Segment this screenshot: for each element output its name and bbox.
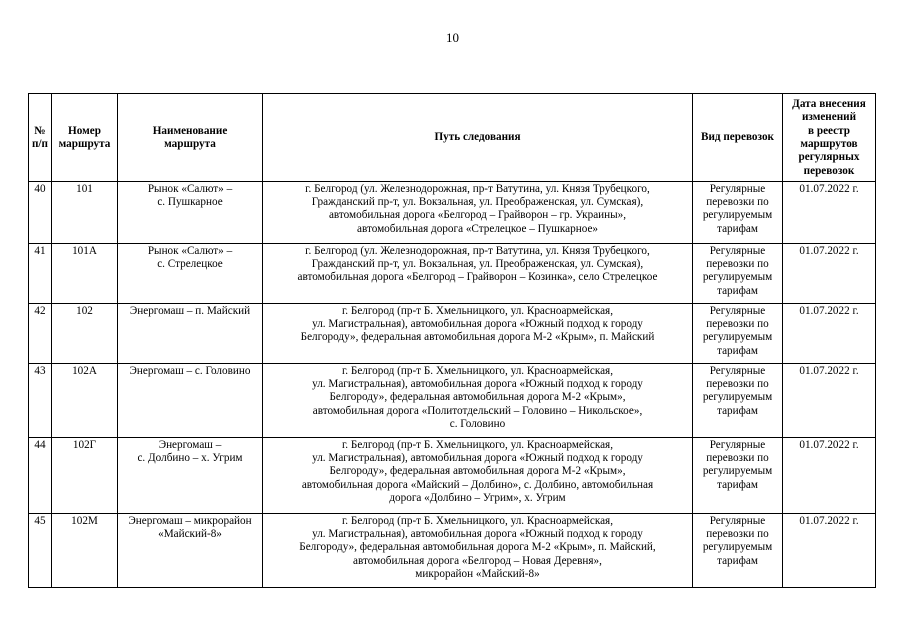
route-name-cell — [118, 438, 263, 514]
route-path-cell-line: автомобильная дорога «Майский – Долбино», с. Долбино, автомобильная — [301, 478, 654, 491]
route-path-cell-line: автомобильная дорога «Стрелецкое – Пушкарное» — [356, 222, 599, 235]
row-num-cell: 44 — [29, 438, 52, 514]
route-path-cell — [263, 304, 693, 364]
table-row — [29, 514, 876, 588]
transport-type-cell-line: перевозки по — [706, 528, 769, 541]
transport-type-cell-line: тарифам — [717, 344, 758, 357]
row-num-cell: 45 — [29, 514, 52, 588]
transport-type-cell-line: Регулярные — [709, 365, 766, 377]
route-path-cell-line: Белгороду», федеральная автомобильная дорога М-2 «Крым», — [329, 465, 626, 478]
date-cell: 01.07.2022 г. — [783, 514, 876, 588]
date-cell: 01.07.2022 г. — [783, 182, 876, 244]
route-name-cell-line: Энергомаш – п. Майский — [129, 305, 251, 317]
transport-type-cell-line: регулируемым — [702, 391, 773, 404]
transport-type-cell-line: перевозки по — [706, 378, 769, 391]
transport-type-cell-line: Регулярные — [709, 183, 766, 195]
route-path-cell-line: автомобильная дорога «Политотдельский – Головино – Никольское», — [312, 404, 643, 417]
route-name-cell-line: с. Пушкарное — [157, 196, 223, 209]
transport-type-cell-line: регулируемым — [702, 209, 773, 222]
route-name-cell-line: «Майский-8» — [158, 528, 222, 541]
transport-type-cell-line: регулируемым — [702, 271, 773, 284]
route-number-cell: 102А — [52, 364, 118, 438]
route-number-cell: 101 — [52, 182, 118, 244]
route-path-cell — [263, 244, 693, 304]
transport-type-cell-line: перевозки по — [706, 258, 769, 271]
route-number-cell: 102М — [52, 514, 118, 588]
page-number: 10 — [446, 30, 459, 45]
table-row — [29, 182, 876, 244]
route-path-cell-line: автомобильная дорога «Белгород – Грайворон – Козинка», село Стрелецкое — [297, 271, 658, 284]
route-path-cell-line: ул. Магистральная), автомобильная дорога «Южный подход к городу — [312, 452, 643, 465]
transport-type-cell-line: Регулярные — [709, 515, 766, 527]
route-name-cell-line: Энергомаш – микрорайон — [128, 515, 252, 527]
route-path-cell-line: микрорайон «Майский-8» — [415, 567, 540, 580]
route-path-cell-line: автомобильная дорога «Белгород – Новая Деревня», — [353, 554, 602, 567]
route-path-cell-line: г. Белгород (пр-т Б. Хмельницкого, ул. Красноармейская, — [341, 439, 614, 451]
route-path-cell-line: Белгороду», федеральная автомобильная дорога М-2 «Крым», — [329, 391, 626, 404]
transport-type-cell-line: тарифам — [717, 284, 758, 297]
route-path-cell-line: г. Белгород (пр-т Б. Хмельницкого, ул. Красноармейская, — [341, 365, 614, 377]
route-name-cell-line: Рынок «Салют» – — [147, 183, 233, 195]
route-path-cell-line: Гражданский пр-т, ул. Вокзальная, ул. Преображенская, ул. Сумская), — [311, 258, 644, 271]
table-header-row — [29, 94, 876, 182]
table-row — [29, 244, 876, 304]
date-cell: 01.07.2022 г. — [783, 364, 876, 438]
route-number-cell: 102Г — [52, 438, 118, 514]
route-path-cell-line: ул. Магистральная), автомобильная дорога «Южный подход к городу — [312, 378, 643, 391]
transport-type-cell-line: регулируемым — [702, 541, 773, 554]
table-row — [29, 364, 876, 438]
transport-type-cell-line: тарифам — [717, 222, 758, 235]
route-number-cell: 101А — [52, 244, 118, 304]
route-name-cell-line: Энергомаш – — [158, 439, 222, 451]
date-cell: 01.07.2022 г. — [783, 244, 876, 304]
row-num-cell: 42 — [29, 304, 52, 364]
header-date: Дата внесения изменений в реестр маршрутов регулярных перевозок — [783, 94, 876, 182]
transport-type-cell-line: Регулярные — [709, 305, 766, 317]
transport-type-cell-line: тарифам — [717, 478, 758, 491]
transport-type-cell — [693, 304, 783, 364]
route-name-cell — [118, 364, 263, 438]
route-number-cell: 102 — [52, 304, 118, 364]
routes-table — [28, 93, 876, 588]
route-name-cell-line: Энергомаш – с. Головино — [129, 365, 251, 377]
route-name-cell-line: Рынок «Салют» – — [147, 245, 233, 257]
date-cell: 01.07.2022 г. — [783, 438, 876, 514]
route-path-cell — [263, 182, 693, 244]
route-path-cell-line: с. Головино — [449, 417, 506, 430]
table-row — [29, 438, 876, 514]
route-path-cell-line: г. Белгород (пр-т Б. Хмельницкого, ул. Красноармейская, — [341, 515, 614, 527]
transport-type-cell-line: регулируемым — [702, 465, 773, 478]
route-path-cell-line: ул. Магистральная), автомобильная дорога «Южный подход к городу — [312, 318, 643, 331]
date-cell: 01.07.2022 г. — [783, 304, 876, 364]
route-path-cell-line: ул. Магистральная), автомобильная дорога «Южный подход к городу — [312, 528, 643, 541]
route-path-cell-line: автомобильная дорога «Белгород – Грайворон – гр. Украины», — [328, 209, 627, 222]
transport-type-cell — [693, 438, 783, 514]
transport-type-cell-line: перевозки по — [706, 452, 769, 465]
transport-type-cell-line: тарифам — [717, 404, 758, 417]
route-path-cell-line: г. Белгород (ул. Железнодорожная, пр-т Ватутина, ул. Князя Трубецкого, — [305, 245, 650, 257]
route-name-cell — [118, 182, 263, 244]
header-num: № п/п — [29, 94, 52, 182]
route-path-cell-line: г. Белгород (ул. Железнодорожная, пр-т Ватутина, ул. Князя Трубецкого, — [305, 183, 650, 195]
row-num-cell: 43 — [29, 364, 52, 438]
transport-type-cell — [693, 244, 783, 304]
table-row — [29, 304, 876, 364]
header-transport-type: Вид перевозок — [693, 94, 783, 182]
transport-type-cell-line: тарифам — [717, 554, 758, 567]
header-path: Путь следования — [263, 94, 693, 182]
row-num-cell: 41 — [29, 244, 52, 304]
header-route-number: Номер маршрута — [52, 94, 118, 182]
route-path-cell-line: Белгороду», федеральная автомобильная дорога М-2 «Крым», п. Майский — [300, 331, 655, 344]
header-route-name: Наименование маршрута — [118, 94, 263, 182]
route-path-cell-line: Белгороду», федеральная автомобильная дорога М-2 «Крым», п. Майский, — [299, 541, 656, 554]
routes-body — [29, 182, 876, 588]
route-path-cell-line: дорога «Долбино – Угрим», х. Угрим — [389, 491, 566, 504]
route-path-cell — [263, 514, 693, 588]
route-name-cell — [118, 244, 263, 304]
route-path-cell — [263, 438, 693, 514]
route-name-cell-line: с. Стрелецкое — [157, 258, 223, 271]
transport-type-cell-line: Регулярные — [709, 439, 766, 451]
route-name-cell — [118, 514, 263, 588]
transport-type-cell — [693, 514, 783, 588]
route-name-cell — [118, 304, 263, 364]
route-path-cell — [263, 364, 693, 438]
transport-type-cell-line: регулируемым — [702, 331, 773, 344]
route-path-cell-line: Гражданский пр-т, ул. Вокзальная, ул. Преображенская, ул. Сумская), — [311, 196, 644, 209]
route-path-cell-line: г. Белгород (пр-т Б. Хмельницкого, ул. Красноармейская, — [341, 305, 614, 317]
transport-type-cell — [693, 364, 783, 438]
row-num-cell: 40 — [29, 182, 52, 244]
transport-type-cell-line: перевозки по — [706, 318, 769, 331]
transport-type-cell — [693, 182, 783, 244]
transport-type-cell-line: перевозки по — [706, 196, 769, 209]
route-name-cell-line: с. Долбино – х. Угрим — [137, 452, 243, 465]
transport-type-cell-line: Регулярные — [709, 245, 766, 257]
